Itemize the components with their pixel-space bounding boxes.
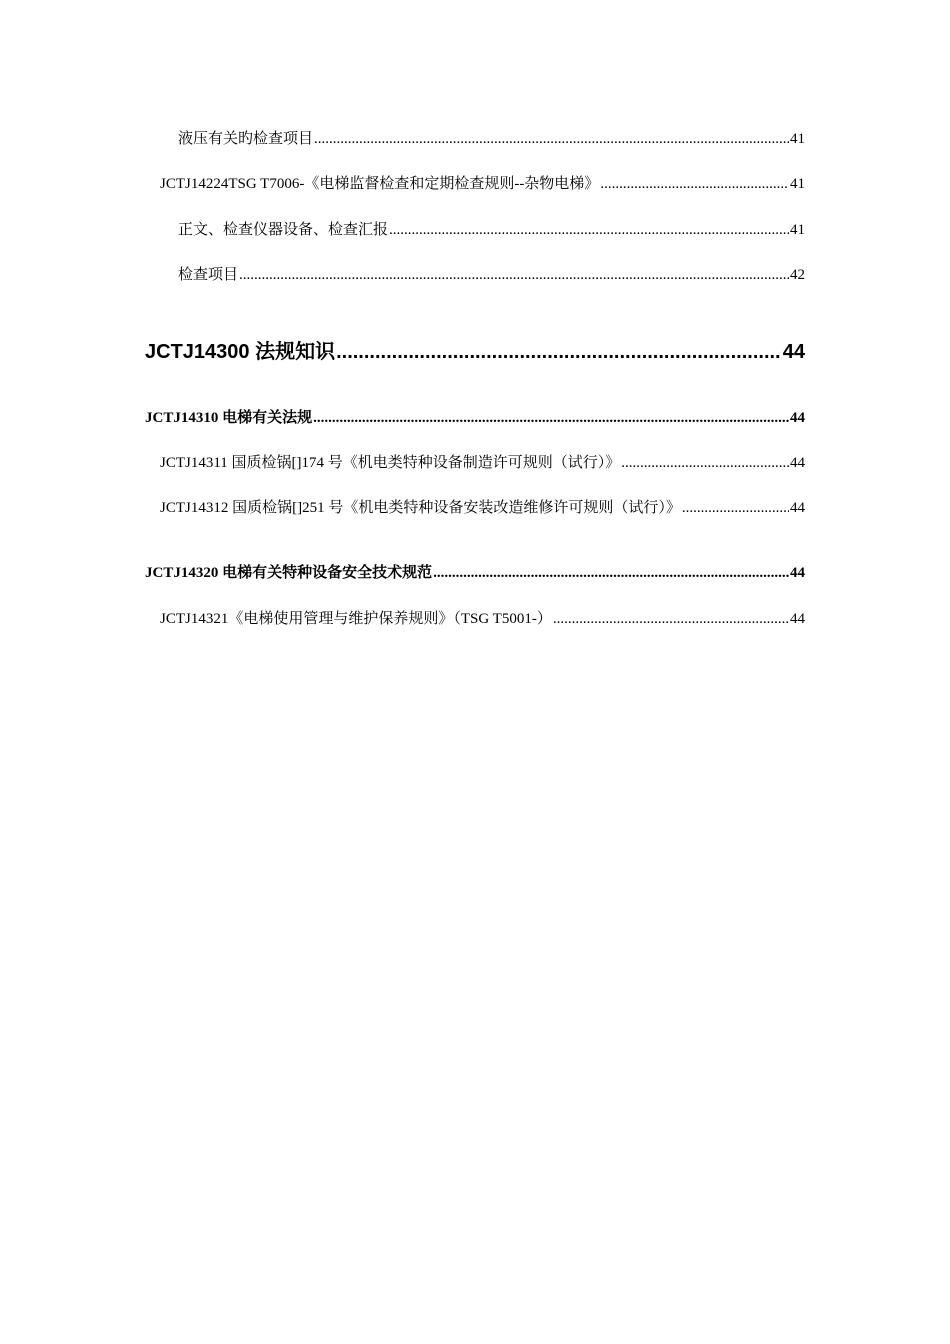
toc-entry-title: JCTJ14310 电梯有关法规: [145, 410, 313, 426]
toc-leader-dots: [313, 410, 789, 427]
toc-page-number: 44: [790, 410, 805, 426]
toc-entry-title: 正文、检查仪器设备、检查汇报: [178, 222, 389, 238]
toc-entry-title: JCTJ14311 国质检锅[]174 号《机电类特种设备制造许可规则（试行）》: [160, 455, 621, 471]
toc-page-number: 44: [790, 611, 805, 627]
toc-entry-body-instruments-report[interactable]: [178, 218, 805, 239]
toc-page-number: 44: [790, 565, 805, 581]
toc-entry-title: JCTJ14320 电梯有关特种设备安全技术规范: [145, 565, 433, 581]
toc-page-number: 41: [790, 131, 805, 147]
toc-page-number: 44: [790, 455, 805, 471]
toc-page-number: 44: [790, 500, 805, 516]
toc-entry-hydraulic-items[interactable]: [178, 127, 805, 148]
toc-leader-dots: [433, 565, 789, 582]
toc-page-number: 44: [782, 341, 805, 363]
toc-section-jctj14320[interactable]: [145, 561, 805, 582]
toc-entry-jctj14311[interactable]: [160, 451, 805, 472]
toc-leader-dots: [314, 131, 789, 148]
toc-entry-title: JCTJ14321《电梯使用管理与维护保养规则》（TSG T5001-）: [160, 611, 552, 627]
toc-leader-dots: [239, 267, 789, 284]
toc-page-number: 41: [790, 176, 805, 192]
toc-entry-title: JCTJ14300 法规知识: [145, 341, 336, 363]
toc-leader-dots: [389, 222, 789, 239]
toc-leader-dots: [553, 611, 789, 628]
toc-entry-inspection-items[interactable]: [178, 263, 805, 284]
toc-leader-dots: [682, 500, 789, 517]
toc-page-number: 42: [790, 267, 805, 283]
toc-entry-jctj14321[interactable]: [160, 607, 805, 628]
toc-leader-dots: [336, 341, 782, 364]
toc-page-number: 41: [790, 222, 805, 238]
toc-entry-jctj14224[interactable]: [160, 172, 805, 193]
toc-leader-dots: [600, 176, 789, 193]
toc-entry-title: 检查项目: [178, 267, 239, 283]
toc-entry-title: 液压有关旳检查项目: [178, 131, 314, 147]
toc-section-jctj14310[interactable]: [145, 406, 805, 427]
toc-chapter-jctj14300[interactable]: [145, 335, 805, 364]
toc-entry-title: JCTJ14224TSG T7006-《电梯监督检查和定期检查规则--杂物电梯》: [160, 176, 600, 192]
toc-entry-title: JCTJ14312 国质检锅[]251 号《机电类特种设备安装改造维修许可规则（试行）》: [160, 500, 681, 516]
toc-leader-dots: [621, 455, 789, 472]
toc-entry-jctj14312[interactable]: [160, 496, 805, 517]
